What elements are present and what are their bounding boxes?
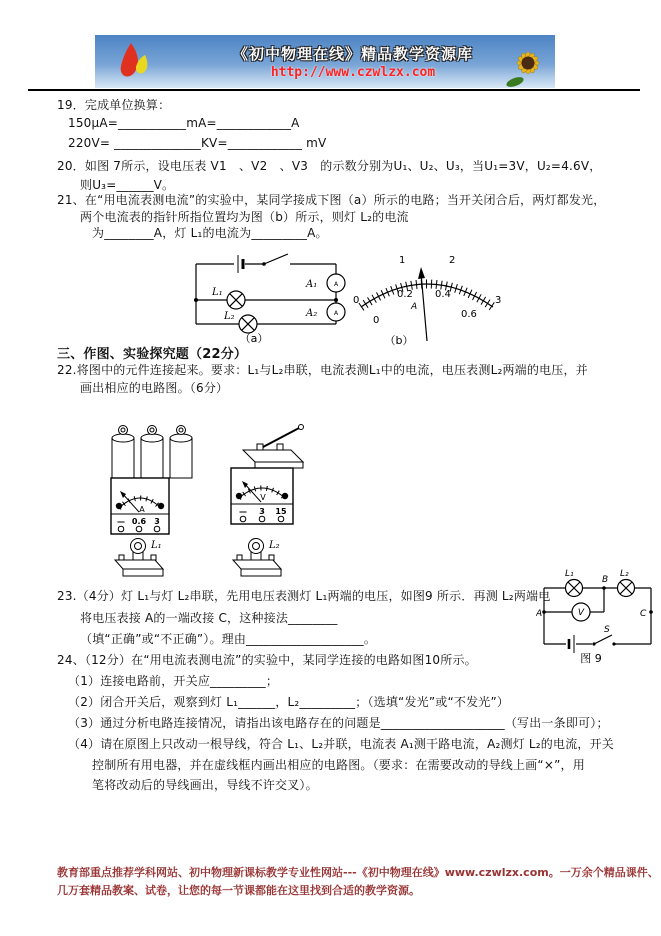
figure-a-circuit-diagram <box>188 250 346 344</box>
q21-line1: 21、在“用电流表测电流”的实验中，某同学接成下图（a）所示的电路；当开关闭合后，两灯都发光， <box>57 193 606 207</box>
fig-b-caption: （b） <box>384 334 414 347</box>
banner-title: 《初中物理在线》精品教学资源库 <box>232 45 473 63</box>
knife-switch-icon <box>243 425 304 469</box>
q20-line2: 则U₃=______V。 <box>80 178 175 192</box>
banner-url: http://www.czwlzx.com <box>270 65 436 80</box>
dial-unit-letter: A <box>411 302 418 312</box>
fig9-lamp2-label: L₂ <box>620 569 629 579</box>
q19-blank-current: 150μA=___________mA=____________A <box>68 116 300 130</box>
lamp1-label: L₁ <box>151 540 162 551</box>
site-banner <box>95 35 555 88</box>
outer-tick-3: 3 <box>495 295 502 306</box>
q24-item4-line1: （4）请在原图上只改动一根导线，符合 L₁、L₂并联，电流表 A₁测干路电流，A₂测灯 L₂的电流，开关 <box>68 737 615 751</box>
needle-arrowhead <box>418 267 425 279</box>
q24-item2: （2）闭合开关后，观察到灯 L₁______，L₂_________；（选填“发光”或“不发光”） <box>68 695 510 709</box>
fig9-switch-label: S <box>604 625 610 635</box>
ammeter-icon <box>111 478 169 534</box>
figure-b-ammeter-dial <box>347 247 507 347</box>
outer-tick-2: 2 <box>449 255 456 266</box>
fig9-point-b-label: B <box>602 575 609 585</box>
q22-components-figure <box>105 420 315 585</box>
q24-item4-line2: 控制所有用电器，并在虚线框内画出相应的电路图。（要求：在需要改动的导线上画“×”，用 <box>92 758 585 772</box>
fig-a-caption: （a） <box>239 332 269 344</box>
voltmeter-terminal-15: 15 <box>275 507 287 516</box>
q22-line1: 22.将图中的元件连接起来。要求：L₁与L₂串联，电流表测L₁中的电流，电压表测L₂两端的电压，并 <box>57 363 588 377</box>
q23-line2: 将电压表接 A的一端改接 C，这种接法________ <box>80 611 338 625</box>
site-logo-flame-icon <box>113 41 155 83</box>
ammeter-letter: A <box>139 505 145 514</box>
section3-heading: 三、作图、实验探究题（22分） <box>57 347 248 362</box>
battery-cells-icon <box>112 426 192 479</box>
sunflower-icon <box>503 39 551 88</box>
inner-tick-06: 0.6 <box>461 309 477 320</box>
fig9-caption: 图 9 <box>580 652 602 664</box>
fig9-switch-lever <box>594 635 612 644</box>
lamp2-label: L₂ <box>269 540 280 551</box>
inner-tick-0: 0 <box>373 315 380 326</box>
voltmeter-letter: V <box>260 493 266 502</box>
fig-a-lamp2-label: L₂ <box>224 311 235 322</box>
switch-lever <box>264 254 288 264</box>
q20-line1: 20．如图 7所示，设电压表 V1 、V2 、V3 的示数分别为U₁、U₂、U₃，当U₁=3V，U₂=4.6V， <box>57 159 602 173</box>
inner-tick-02: 0.2 <box>397 289 413 300</box>
voltmeter-terminal-neg: — <box>239 507 247 516</box>
fig9-voltmeter-letter: V <box>577 608 585 618</box>
q24-item1: （1）连接电路前，开关应_________； <box>68 674 279 688</box>
q21-line3: 为________A，灯 L₁的电流为_________A。 <box>92 226 328 240</box>
q23-line1: 23.（4分）灯 L₁与灯 L₂串联，先用电压表测灯 L₁两端的电压，如图9 所示．再测 L₂两端电 <box>57 589 551 603</box>
outer-tick-0: 0 <box>353 295 360 306</box>
outer-tick-1: 1 <box>399 255 406 266</box>
q24-item4-line3: 笔将改动后的导线画出，导线不许交叉）。 <box>92 778 318 792</box>
fig9-point-c-label: C <box>640 609 647 619</box>
voltmeter-terminal-3: 3 <box>259 507 265 516</box>
footer-line1: 教育部重点推荐学科网站、初中物理新课标教学专业性网站---《初中物理在线》www.czwlzx.com。一万余个精品课件、 <box>57 866 659 879</box>
fig9-point-a-label: A <box>536 609 543 619</box>
ammeter-terminal-06: 0.6 <box>131 517 147 526</box>
fig-a-lamp1-label: L₁ <box>212 287 223 298</box>
voltmeter-icon <box>231 468 293 524</box>
fig-a-meter2-letter: A <box>333 310 339 317</box>
ammeter-terminal-neg: — <box>117 517 125 526</box>
lamp2-base-icon <box>233 539 281 577</box>
ammeter-terminal-3: 3 <box>154 517 160 526</box>
footer-line2: 几万套精品教案、试卷，让您的每一节课都能在这里找到合适的教学资源。 <box>57 884 420 897</box>
fig-a-ammeter2-label: A₂ <box>306 308 318 319</box>
lamp1-base-icon <box>115 539 163 577</box>
figure9-circuit-diagram <box>536 566 660 664</box>
q24-item3: （3）通过分析电路连接情况，请指出该电路存在的问题是____________________（写出一条即可）； <box>68 716 609 730</box>
fig-a-meter1-letter: A <box>333 281 339 288</box>
q23-line3: （填“正确”或“不正确”）。理由___________________。 <box>80 632 377 646</box>
fig-a-ammeter1-label: A₁ <box>306 279 318 290</box>
q21-line2: 两个电流表的指针所指位置均为图（b）所示，则灯 L₂的电流 <box>80 210 409 224</box>
q24-line1: 24、（12分）在“用电流表测电流”的实验中，某同学连接的电路如图10所示。 <box>57 653 477 667</box>
q22-line2: 画出相应的电路图。（6分） <box>80 381 229 395</box>
q19-blank-voltage: 220V= ______________KV=____________ mV <box>68 136 327 150</box>
header-divider <box>28 89 640 91</box>
fig9-lamp1-label: L₁ <box>565 569 574 579</box>
inner-tick-04: 0.4 <box>435 289 451 300</box>
q19-heading: 19．完成单位换算： <box>57 98 171 112</box>
